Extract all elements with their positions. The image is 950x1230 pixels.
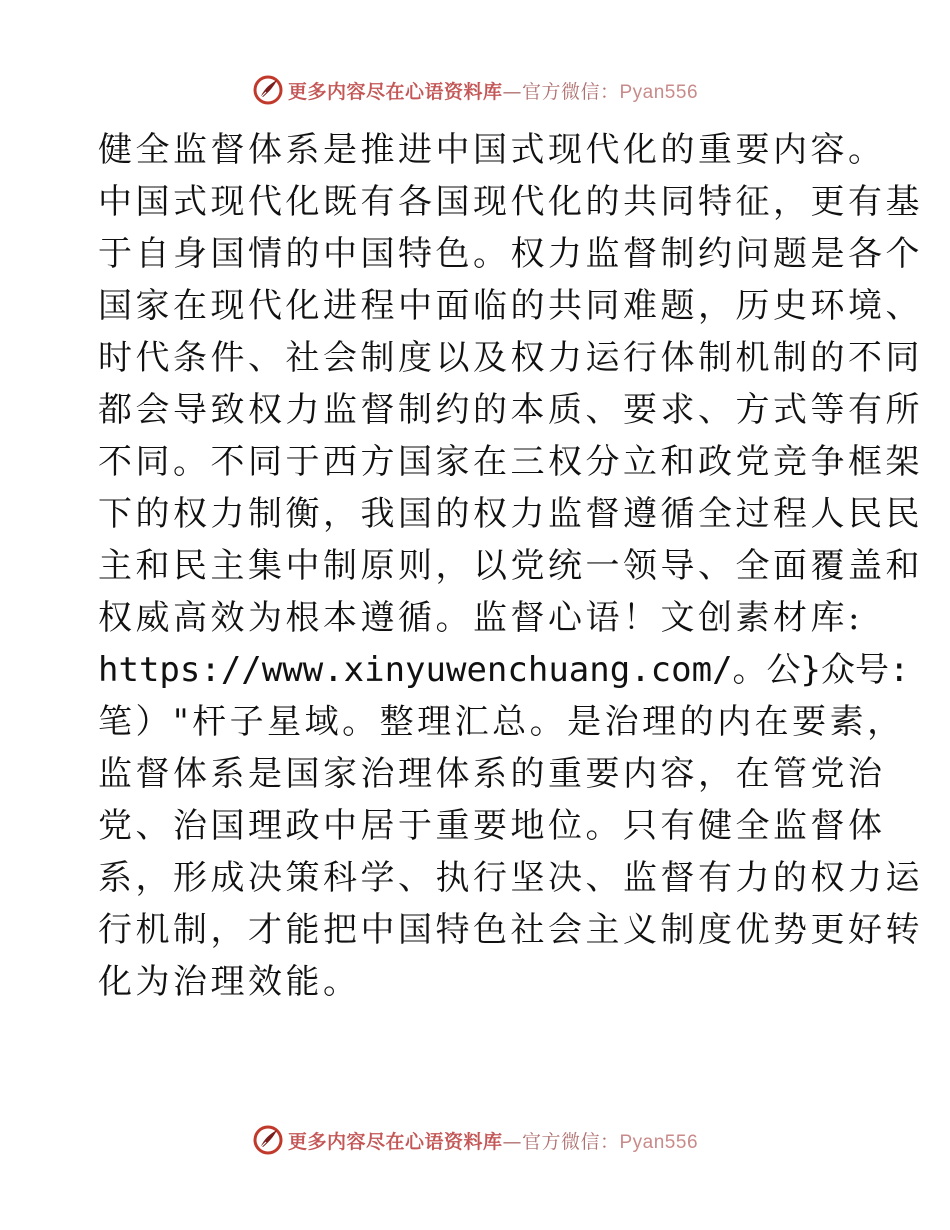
body-line: 都会导致权力监督制约的本质、要求、方式等有所 — [98, 390, 923, 430]
header-wechat-id: Pyan556 — [619, 81, 699, 103]
footer-banner — [0, 1120, 950, 1160]
article-body — [98, 124, 923, 1008]
header-site-text: 更多内容尽在心语资料库 — [287, 80, 503, 103]
body-line: 监督体系是国家治理体系的重要内容，在管党治 — [98, 754, 886, 794]
body-line: 健全监督体系是推进中国式现代化的重要内容。 — [98, 130, 886, 170]
body-line: 主和民主集中制原则，以党统一领导、全面覆盖和 — [98, 546, 923, 586]
body-line: 于自身国情的中国特色。权力监督制约问题是各个 — [98, 234, 923, 274]
body-line: 化为治理效能。 — [98, 962, 361, 1002]
quill-logo-icon — [252, 74, 284, 106]
footer-site-text: 更多内容尽在心语资料库 — [287, 1130, 503, 1153]
body-line: 中国式现代化既有各国现代化的共同特征，更有基 — [98, 182, 923, 222]
body-line: 不同。不同于西方国家在三权分立和政党竞争框架 — [98, 442, 923, 482]
header-dash-text: —官方微信： — [502, 80, 620, 103]
body-line: 笔）"杆子星域。整理汇总。是治理的内在要素， — [98, 702, 905, 742]
header-banner-text — [288, 77, 698, 104]
footer-banner-text — [288, 1127, 698, 1154]
body-line: 时代条件、社会制度以及权力运行体制机制的不同 — [98, 338, 923, 378]
body-line: 下的权力制衡，我国的权力监督遵循全过程人民民 — [98, 494, 923, 534]
header-banner — [0, 70, 950, 110]
body-line: 国家在现代化进程中面临的共同难题，历史环境、 — [98, 286, 923, 326]
quill-logo-icon — [252, 1124, 284, 1156]
body-line: 权威高效为根本遵循。监督心语！文创素材库: — [98, 598, 863, 638]
body-line: 系，形成决策科学、执行坚决、监督有力的权力运 — [98, 858, 923, 898]
body-line: 党、治国理政中居于重要地位。只有健全监督体 — [98, 806, 886, 846]
footer-wechat-id: Pyan556 — [619, 1131, 699, 1153]
body-line: 行机制，才能把中国特色社会主义制度优势更好转 — [98, 910, 923, 950]
footer-dash-text: —官方微信： — [502, 1130, 620, 1153]
body-line-url[interactable]: https://www.xinyuwenchuang.com/。公}众号: — [98, 650, 910, 690]
